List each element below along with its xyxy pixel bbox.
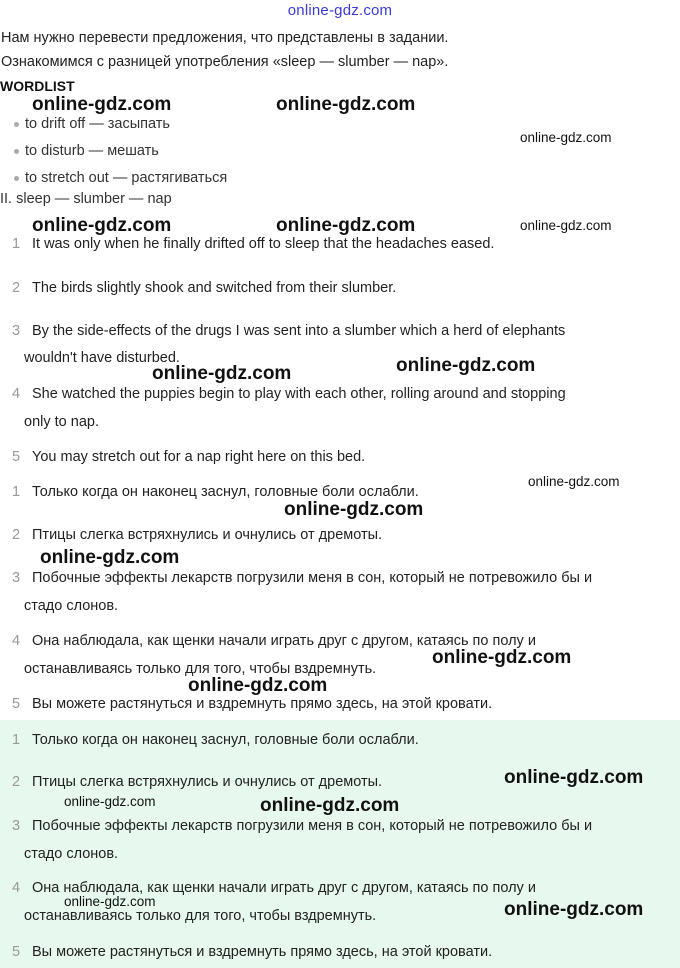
intro-line-1: Нам нужно перевести предложения, что представлены в задании. bbox=[1, 30, 449, 46]
item-number: 1 bbox=[12, 236, 21, 252]
answer-number: 4 bbox=[12, 880, 21, 896]
russian-sentence: Она наблюдала, как щенки начали играть друг с другом, катаясь по полу и bbox=[32, 633, 536, 649]
watermark: online-gdz.com bbox=[188, 675, 328, 696]
intro-line-2: Ознакомимся с разницей употребления «sleep — slumber — nap». bbox=[1, 54, 449, 70]
watermark: online-gdz.com bbox=[64, 894, 156, 909]
item-number: 3 bbox=[12, 570, 21, 586]
item-number: 2 bbox=[12, 527, 21, 543]
watermark: online-gdz.com bbox=[520, 130, 612, 145]
watermark: online-gdz.com bbox=[528, 474, 620, 489]
english-sentence: She watched the puppies begin to play with each other, rolling around and stopping bbox=[32, 386, 566, 402]
watermark: online-gdz.com bbox=[396, 355, 536, 376]
english-sentence: It was only when he finally drifted off to sleep that the headaches eased. bbox=[32, 236, 495, 252]
answer-sentence: Побочные эффекты лекарств погрузили меня в сон, который не потревожило бы и bbox=[32, 818, 593, 834]
watermark: online-gdz.com bbox=[152, 363, 292, 384]
watermark: online-gdz.com bbox=[32, 94, 172, 115]
answer-sentence: Птицы слегка встряхнулись и очнулись от дремоты. bbox=[32, 774, 383, 790]
english-sentence: You may stretch out for a nap right here on this bed. bbox=[32, 449, 366, 465]
answer-panel bbox=[0, 720, 680, 968]
english-sentence-continued: only to nap. bbox=[24, 414, 99, 430]
wordlist-item-text: to stretch out — растягиваться bbox=[25, 170, 228, 186]
russian-sentence: Побочные эффекты лекарств погрузили меня в сон, который не потревожило бы и bbox=[32, 570, 593, 586]
answer-sentence-continued: останавливаясь только для того, чтобы вздремнуть. bbox=[24, 908, 377, 924]
item-number: 5 bbox=[12, 449, 21, 465]
section-subhead: II. sleep — slumber — nap bbox=[0, 191, 172, 207]
watermark: online-gdz.com bbox=[520, 218, 612, 233]
wordlist-heading: WORDLIST bbox=[0, 78, 75, 94]
english-sentence: By the side-effects of the drugs I was sent into a slumber which a herd of elephants bbox=[32, 323, 566, 339]
answer-number: 2 bbox=[12, 774, 21, 790]
watermark: online-gdz.com bbox=[260, 795, 400, 816]
watermark: online-gdz.com bbox=[432, 647, 572, 668]
answer-sentence: Она наблюдала, как щенки начали играть друг с другом, катаясь по полу и bbox=[32, 880, 536, 896]
english-sentence: The birds slightly shook and switched from their slumber. bbox=[32, 280, 397, 296]
header-watermark: online-gdz.com bbox=[287, 2, 393, 19]
russian-sentence: Птицы слегка встряхнулись и очнулись от дремоты. bbox=[32, 527, 383, 543]
bullet-icon bbox=[14, 122, 19, 127]
answer-sentence: Вы можете растянуться и вздремнуть прямо здесь, на этой кровати. bbox=[32, 944, 493, 960]
wordlist-item-text: to drift off — засыпать bbox=[25, 116, 170, 132]
russian-sentence-continued: останавливаясь только для того, чтобы вздремнуть. bbox=[24, 661, 377, 677]
russian-sentence: Только когда он наконец заснул, головные боли ослабли. bbox=[32, 484, 419, 500]
russian-sentence: Вы можете растянуться и вздремнуть прямо здесь, на этой кровати. bbox=[32, 696, 493, 712]
watermark: online-gdz.com bbox=[40, 547, 180, 568]
watermark: online-gdz.com bbox=[276, 94, 416, 115]
item-number: 4 bbox=[12, 633, 21, 649]
wordlist-item-text: to disturb — мешать bbox=[25, 143, 159, 159]
watermark: online-gdz.com bbox=[504, 899, 644, 920]
answer-sentence-continued: стадо слонов. bbox=[24, 846, 119, 862]
watermark: online-gdz.com bbox=[276, 215, 416, 236]
item-number: 1 bbox=[12, 484, 21, 500]
item-number: 5 bbox=[12, 696, 21, 712]
bullet-icon bbox=[14, 176, 19, 181]
watermark: online-gdz.com bbox=[64, 794, 156, 809]
watermark: online-gdz.com bbox=[32, 215, 172, 236]
english-sentence-continued: wouldn't have disturbed. bbox=[24, 350, 180, 366]
bullet-icon bbox=[14, 149, 19, 154]
watermark: online-gdz.com bbox=[284, 499, 424, 520]
item-number: 3 bbox=[12, 323, 21, 339]
answer-number: 1 bbox=[12, 732, 21, 748]
answer-number: 3 bbox=[12, 818, 21, 834]
russian-sentence-continued: стадо слонов. bbox=[24, 598, 119, 614]
answer-sentence: Только когда он наконец заснул, головные боли ослабли. bbox=[32, 732, 419, 748]
wordlist-item bbox=[14, 170, 227, 186]
watermark: online-gdz.com bbox=[504, 767, 644, 788]
wordlist-item bbox=[14, 143, 159, 159]
answer-number: 5 bbox=[12, 944, 21, 960]
item-number: 4 bbox=[12, 386, 21, 402]
item-number: 2 bbox=[12, 280, 21, 296]
wordlist-item bbox=[14, 116, 170, 132]
